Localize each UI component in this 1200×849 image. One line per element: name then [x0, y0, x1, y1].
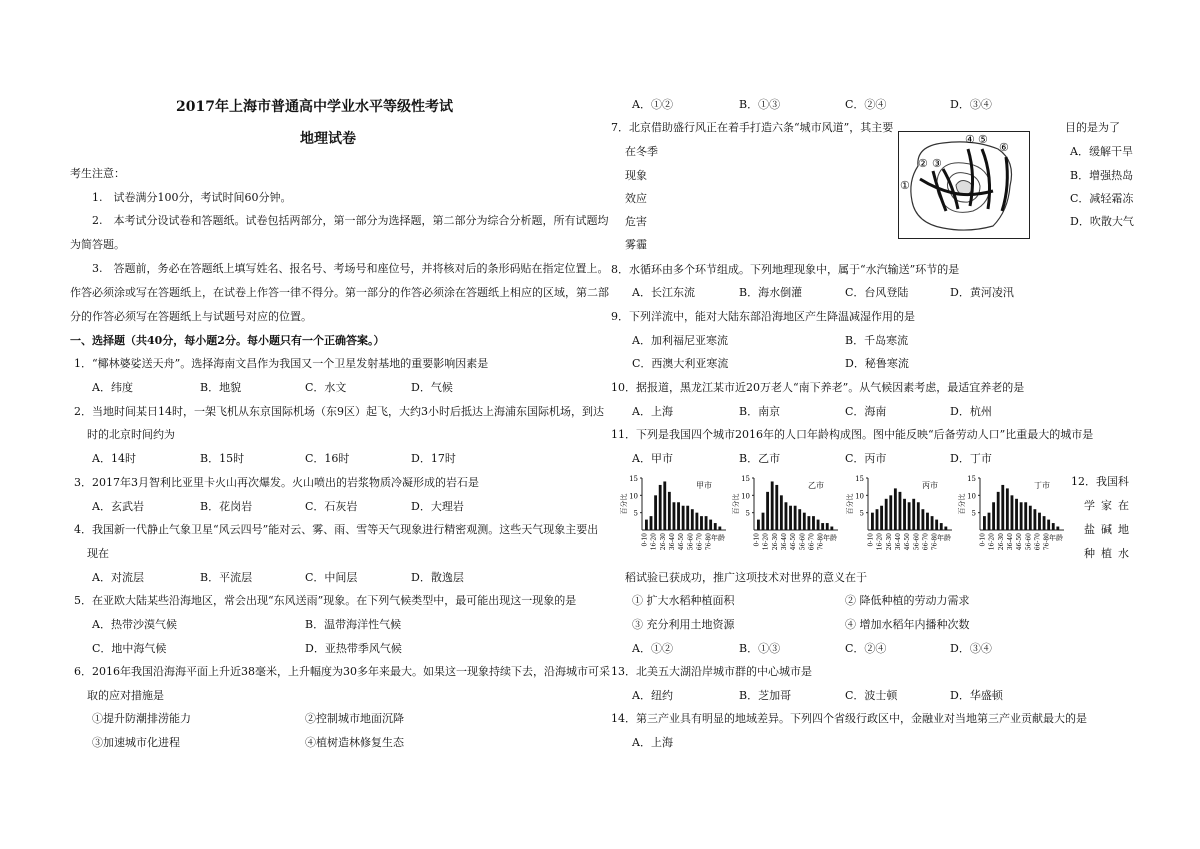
x-tick-label: 16-20 [762, 533, 770, 551]
question-stem: 3．2017年3月智利比亚里卡火山再次爆发。火山喷出的岩浆物质冷凝形成的岩石是 [74, 476, 479, 489]
option-a[interactable]: A．加利福尼亚寒流 [632, 334, 728, 347]
y-tick-label: 10 [629, 492, 638, 501]
age-bar [1006, 488, 1009, 530]
age-chart-jia [620, 474, 732, 564]
age-bar [785, 502, 788, 530]
x-tick-label: 46-50 [1016, 533, 1024, 551]
x-tick-label: 16-20 [876, 533, 884, 551]
option-a[interactable]: A．对流层 [92, 571, 144, 584]
age-bar [757, 520, 760, 530]
option-b[interactable]: B．增强热岛 [1070, 169, 1134, 182]
statement-item: ② 降低种植的劳动力需求 [845, 594, 970, 607]
option-a[interactable]: A．玄武岩 [92, 500, 144, 513]
x-axis-label: 年龄 [711, 534, 725, 542]
age-bar [817, 520, 820, 530]
exam-title: 2017年上海市普通高中学业水平等级性考试 [176, 99, 453, 115]
option-b[interactable]: B．乙市 [739, 452, 781, 465]
option-a[interactable]: A．长江东流 [632, 286, 695, 299]
age-bar [992, 502, 995, 530]
question-stem: 7．北京借助盛行风正在着手打造六条“城市风道”，其主要 [611, 121, 894, 134]
question-stem-cont: 盐碱地 [1084, 523, 1135, 536]
age-bar [714, 523, 717, 530]
option-b[interactable]: B．花岗岩 [200, 500, 253, 513]
question-stem: 12．我国科 [1071, 475, 1129, 488]
x-tick-label: 46-50 [678, 533, 686, 551]
option-c[interactable]: C．石灰岩 [305, 500, 358, 513]
statement-item: ②控制城市地面沉降 [305, 712, 404, 725]
x-tick-label: 46-50 [904, 533, 912, 551]
age-bar [889, 495, 892, 530]
x-tick-label: 46-50 [790, 533, 798, 551]
question-side-text: 雾霾 [625, 238, 647, 251]
map-label: ⑥ [999, 141, 1009, 154]
question-stem: 4．我国新一代静止气象卫星“风云四号”能对云、雾、雨、雪等天气现象进行精密观测。这些天气现象主要出 [74, 523, 599, 536]
statement-item: ④植树造林修复生态 [305, 736, 404, 749]
x-tick-label: 76-80 [1043, 533, 1051, 551]
age-bar [917, 502, 920, 530]
age-bar [771, 481, 774, 530]
option-d[interactable]: D．亚热带季风气候 [305, 642, 402, 655]
age-bar [718, 527, 721, 530]
age-bar [1020, 502, 1023, 530]
age-bar [935, 520, 938, 530]
age-chart-yi [732, 474, 844, 564]
x-tick-label: 66-70 [1034, 533, 1042, 551]
x-tick-label: 0-10 [753, 533, 761, 547]
option-d[interactable]: D．17时 [411, 452, 456, 465]
x-tick-label: 26-30 [885, 533, 893, 551]
age-bar [798, 509, 801, 530]
x-tick-label: 56-60 [799, 533, 807, 551]
x-tick-label: 76-80 [705, 533, 713, 551]
option-a[interactable]: A．①② [632, 642, 673, 655]
age-bar [695, 513, 698, 530]
question-side-text: 在冬季 [625, 145, 658, 158]
y-axis-label: 百分比 [732, 493, 740, 515]
age-bar [944, 527, 947, 530]
option-a[interactable]: A．14时 [92, 452, 136, 465]
option-c[interactable]: C．波士顿 [845, 689, 898, 702]
age-bar [794, 506, 797, 530]
question-stem-cont: 种植水 [1084, 547, 1135, 560]
question-stem-cont: 目的是为了 [1065, 121, 1120, 134]
age-bar [1052, 523, 1055, 530]
question-side-text: 效应 [625, 192, 647, 205]
question-stem: 6．2016年我国沿海海平面上升近38毫米，上升幅度为30多年来最大。如果这一现象持续下去，沿海城市可采 [74, 665, 610, 678]
x-tick-label: 56-60 [687, 533, 695, 551]
question-stem: 1．“椰林婆娑送天舟”。选择海南文昌作为我国又一个卫星发射基地的重要影响因素是 [74, 357, 489, 370]
statement-item: ④ 增加水稻年内播种次数 [845, 618, 970, 631]
statement-item: ③ 充分利用土地资源 [632, 618, 735, 631]
option-c[interactable]: C．16时 [305, 452, 350, 465]
x-tick-label: 16-20 [988, 533, 996, 551]
age-bar [899, 492, 902, 530]
option-a[interactable]: A．上海 [632, 405, 673, 418]
x-tick-label: 0-10 [641, 533, 649, 547]
option-b[interactable]: B．①③ [739, 642, 781, 655]
chart-title: 甲市 [696, 481, 712, 490]
age-bar [789, 506, 792, 530]
option-b[interactable]: B．平流层 [200, 571, 253, 584]
map-label: ④ [965, 133, 975, 146]
age-bar [803, 513, 806, 530]
x-tick-label: 66-70 [922, 533, 930, 551]
option-c[interactable]: C．丙市 [845, 452, 887, 465]
x-tick-label: 0-10 [867, 533, 875, 547]
x-tick-label: 56-60 [913, 533, 921, 551]
wind-corridor-map [898, 131, 1030, 239]
x-tick-label: 0-10 [979, 533, 987, 547]
y-tick-label: 15 [629, 475, 638, 483]
age-bar [830, 527, 833, 530]
x-axis-label: 年龄 [1049, 534, 1063, 542]
x-tick-label: 16-20 [650, 533, 658, 551]
age-bar [926, 513, 929, 530]
exam-subtitle: 地理试卷 [300, 131, 356, 147]
age-bar [766, 492, 769, 530]
question-stem: 11．下列是我国四个城市2016年的人口年龄构成图。图中能反映“后备劳动人口”比重最大的城市是 [611, 428, 1094, 441]
age-bar [682, 506, 685, 530]
x-axis-label: 年龄 [937, 534, 951, 542]
option-c[interactable]: C．②④ [845, 642, 887, 655]
notice-line: 分的作答必须写在答题纸上与试题号对应的位置。 [70, 310, 312, 323]
age-bar [691, 509, 694, 530]
option-a[interactable]: A．①② [632, 98, 673, 111]
age-bar [645, 520, 648, 530]
option-b[interactable]: B．海水倒灌 [739, 286, 803, 299]
x-axis-label: 年龄 [823, 534, 837, 542]
y-tick-label: 10 [855, 492, 864, 501]
age-bar [876, 509, 879, 530]
age-bar [1001, 485, 1004, 530]
question-stem: 5．在亚欧大陆某些沿海地区，常会出现“东风送雨”现象。在下列气候类型中，最可能出现这一现象的是 [74, 594, 577, 607]
option-c[interactable]: C．减轻霜冻 [1070, 192, 1134, 205]
option-c[interactable]: C．西澳大利亚寒流 [632, 357, 729, 370]
age-bar [931, 516, 934, 530]
age-bar [871, 513, 874, 530]
question-stem: 14．第三产业具有明显的地域差异。下列四个省级行政区中，金融业对当地第三产业贡献最大的是 [611, 712, 1087, 725]
age-bar [921, 509, 924, 530]
x-tick-label: 36-40 [894, 533, 902, 551]
age-bar [654, 495, 657, 530]
age-bar [775, 485, 778, 530]
option-a[interactable]: A．纽约 [632, 689, 673, 702]
option-b[interactable]: B．南京 [739, 405, 781, 418]
y-tick-label: 15 [741, 475, 750, 483]
option-d[interactable]: D．③④ [950, 98, 992, 111]
map-label: ① [900, 179, 910, 192]
age-chart-bing [846, 474, 958, 564]
option-b[interactable]: B．①③ [739, 98, 781, 111]
y-axis-label: 百分比 [620, 493, 628, 515]
option-b[interactable]: B．千岛寒流 [845, 334, 909, 347]
x-tick-label: 56-60 [1025, 533, 1033, 551]
option-a[interactable]: A．甲市 [632, 452, 673, 465]
age-bar [1056, 527, 1059, 530]
age-bar [821, 523, 824, 530]
age-bar [650, 516, 653, 530]
option-c[interactable]: C．中间层 [305, 571, 358, 584]
age-bar [940, 523, 943, 530]
question-stem-cont: 学家在 [1084, 499, 1135, 512]
chart-title: 乙市 [808, 481, 824, 490]
x-tick-label: 36-40 [668, 533, 676, 551]
option-a[interactable]: A．缓解干旱 [1070, 145, 1133, 158]
option-b[interactable]: B．15时 [200, 452, 245, 465]
notice-line: 2. 本考试分设试卷和答题纸。试卷包括两部分，第一部分为选择题，第二部分为综合分析题，所有试题均 [92, 214, 609, 227]
option-d[interactable]: D．大理岩 [411, 500, 464, 513]
option-b[interactable]: B．芝加哥 [739, 689, 792, 702]
age-bar [677, 502, 680, 530]
x-tick-label: 26-30 [771, 533, 779, 551]
option-c[interactable]: C．②④ [845, 98, 887, 111]
option-d[interactable]: D．秘鲁寒流 [845, 357, 909, 370]
age-bar [709, 520, 712, 530]
chart-title: 丙市 [922, 481, 938, 490]
age-bar [903, 499, 906, 530]
age-bar [894, 488, 897, 530]
age-bar [1047, 520, 1050, 530]
notice-line: 3. 答题前，务必在答题纸上填写姓名、报名号、考场号和座位号，并将核对后的条形码贴在指定位置上。 [92, 262, 609, 275]
question-stem: 10．据报道，黑龙江某市近20万老人“南下养老”。从气候因素考虑，最适宜养老的是 [611, 381, 1025, 394]
map-label: ③ [932, 157, 942, 170]
option-a[interactable]: A．上海 [632, 736, 673, 749]
age-bar [1033, 509, 1036, 530]
age-bar [1029, 506, 1032, 530]
y-tick-label: 10 [741, 492, 750, 501]
age-bar [663, 481, 666, 530]
age-bar [668, 492, 671, 530]
option-d[interactable]: D．丁市 [950, 452, 992, 465]
question-stem: 9．下列洋流中，能对大陆东部沿海地区产生降温减湿作用的是 [611, 310, 915, 323]
age-chart-ding [958, 474, 1070, 564]
age-bar [1015, 499, 1018, 530]
y-tick-label: 5 [859, 509, 864, 518]
age-bar [912, 499, 915, 530]
age-bar [700, 516, 703, 530]
statement-item: ① 扩大水稻种植面积 [632, 594, 735, 607]
option-b[interactable]: B．地貌 [200, 381, 242, 394]
option-c[interactable]: C．地中海气候 [92, 642, 167, 655]
age-bar [988, 513, 991, 530]
age-bar [908, 502, 911, 530]
age-bar [812, 516, 815, 530]
statement-item: ①提升防潮排涝能力 [92, 712, 191, 725]
section-heading: 一、选择题（共40分，每小题2分。每小题只有一个正确答案。） [70, 334, 385, 347]
x-tick-label: 66-70 [808, 533, 816, 551]
age-bar [1038, 513, 1041, 530]
notice-line: 作答必须涂或写在答题纸上，在试卷上作答一律不得分。第一部分的作答必须涂在答题纸上相应的区域，第二部 [70, 286, 609, 299]
y-tick-label: 5 [745, 509, 750, 518]
x-tick-label: 26-30 [997, 533, 1005, 551]
x-tick-label: 66-70 [696, 533, 704, 551]
y-tick-label: 15 [855, 475, 864, 483]
notice-heading: 考生注意： [70, 167, 125, 180]
x-tick-label: 36-40 [1006, 533, 1014, 551]
age-bar [673, 502, 676, 530]
x-tick-label: 26-30 [659, 533, 667, 551]
notice-line: 为简答题。 [70, 238, 125, 251]
question-side-text: 危害 [625, 215, 647, 228]
question-stem-cont: 时的北京时间约为 [87, 428, 175, 441]
age-bar [686, 506, 689, 530]
age-bar [1043, 516, 1046, 530]
age-bar [807, 516, 810, 530]
question-stem-cont: 现在 [87, 547, 109, 560]
question-stem: 13．北美五大湖沿岸城市群的中心城市是 [611, 665, 812, 678]
question-stem-cont: 稻试验已获成功，推广这项技术对世界的意义在于 [625, 571, 867, 584]
map-label: ⑤ [978, 133, 988, 146]
option-c[interactable]: C．海南 [845, 405, 887, 418]
x-tick-label: 76-80 [931, 533, 939, 551]
option-d[interactable]: D．杭州 [950, 405, 992, 418]
y-tick-label: 5 [633, 509, 638, 518]
option-d[interactable]: D．华盛顿 [950, 689, 1003, 702]
y-axis-label: 百分比 [846, 493, 854, 515]
age-bar [659, 485, 662, 530]
age-bar [1011, 495, 1014, 530]
age-bar [880, 506, 883, 530]
y-tick-label: 10 [967, 492, 976, 501]
option-c[interactable]: C．台风登陆 [845, 286, 909, 299]
age-bar [997, 492, 1000, 530]
map-label: ② [918, 157, 928, 170]
chart-title: 丁市 [1034, 481, 1050, 490]
y-axis-label: 百分比 [958, 493, 966, 515]
question-stem: 2．当地时间某日14时，一架飞机从东京国际机场（东9区）起飞，大约3小时后抵达上海浦东国际机场，到达 [74, 405, 604, 418]
notice-line: 1. 试卷满分100分，考试时间60分钟。 [92, 191, 292, 204]
option-a[interactable]: A．纬度 [92, 381, 133, 394]
x-tick-label: 76-80 [817, 533, 825, 551]
question-stem-cont: 取的应对措施是 [87, 689, 164, 702]
option-d[interactable]: D．③④ [950, 642, 992, 655]
option-c[interactable]: C．水文 [305, 381, 347, 394]
age-bar [1024, 502, 1027, 530]
age-bar [762, 513, 765, 530]
age-bar [826, 523, 829, 530]
question-stem: 8．水循环由多个环节组成。下列地理现象中，属于“水汽输送”环节的是 [611, 263, 960, 276]
y-tick-label: 5 [971, 509, 976, 518]
option-d[interactable]: D．气候 [411, 381, 453, 394]
option-d[interactable]: D．散逸层 [411, 571, 464, 584]
age-bar [885, 499, 888, 530]
statement-item: ③加速城市化进程 [92, 736, 180, 749]
y-tick-label: 15 [967, 475, 976, 483]
option-b[interactable]: B．温带海洋性气候 [305, 618, 402, 631]
option-a[interactable]: A．热带沙漠气候 [92, 618, 177, 631]
age-bar [780, 495, 783, 530]
option-d[interactable]: D．黄河凌汛 [950, 286, 1014, 299]
age-bar [983, 516, 986, 530]
x-tick-label: 36-40 [780, 533, 788, 551]
age-bar [705, 516, 708, 530]
question-side-text: 现象 [625, 169, 647, 182]
option-d[interactable]: D．吹散大气 [1070, 215, 1134, 228]
